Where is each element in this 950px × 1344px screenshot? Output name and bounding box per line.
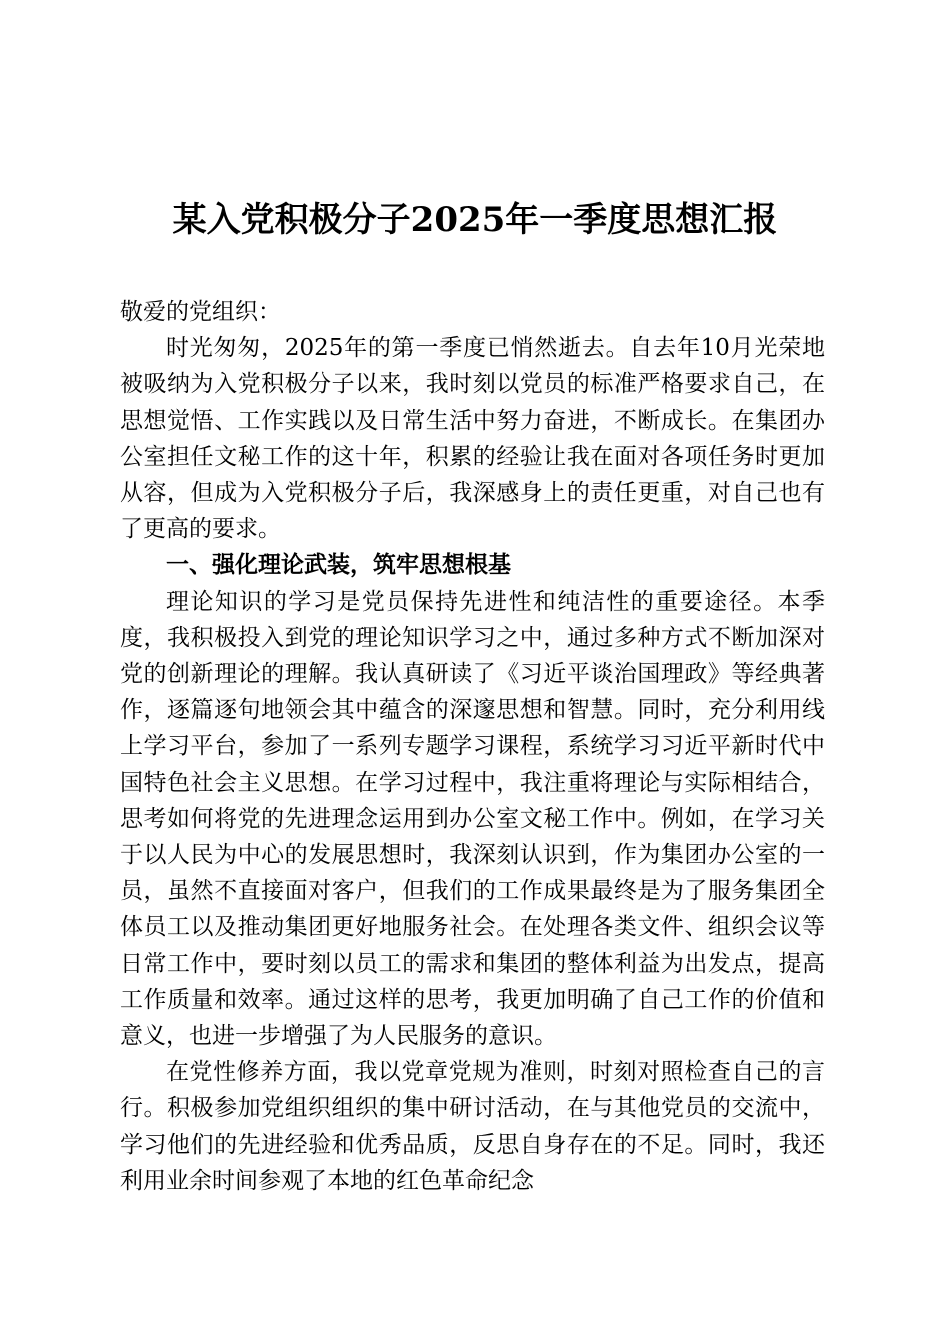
document-body — [120, 294, 825, 1199]
intro-paragraph: 时光匆匆，2025年的第一季度已悄然逝去。自去年10月光荣地被吸纳为入党积极分子以来，我时刻以党员的标准严格要求自己，在思想觉悟、工作实践以及日常生活中努力奋进，不断成长。在集团办公室担任文秘工作的这十年，积累的经验让我在面对各项任务时更加从容，但成为入党积极分子后，我深感身上的责任更重，对自己也有了更高的要求。 — [120, 335, 825, 543]
section-paragraph: 在党性修养方面，我以党章党规为准则，时刻对照检查自己的言行。积极参加党组织组织的集中研讨活动，在与其他党员的交流中，学习他们的先进经验和优秀品质，反思自身存在的不足。同时，我还利用业余时间参观了本地的红色革命纪念 — [120, 1059, 825, 1194]
section-heading: 一、强化理论武装，筑牢思想根基 — [166, 552, 511, 579]
section-paragraph: 理论知识的学习是党员保持先进性和纯洁性的重要途径。本季度，我积极投入到党的理论知识学习之中，通过多种方式不断加深对党的创新理论的理解。我认真研读了《习近平谈治国理政》等经典著作，逐篇逐句地领会其中蕴含的深邃思想和智慧。同时，充分利用线上学习平台，参加了一系列专题学习课程，系统学习习近平新时代中国特色社会主义思想。在学习过程中，我注重将理论与实际相结合，思考如何将党的先进理念运用到办公室文秘工作中。例如，在学习关于以人民为中心的发展思想时，我深刻认识到，作为集团办公室的一员，虽然不直接面对客户，但我们的工作成果最终是为了服务集团全体员工以及推动集团更好地服务社会。在处理各类文件、组织会议等日常工作中，要时刻以员工的需求和集团的整体利益为出发点，提高工作质量和效率。通过这样的思考，我更加明确了自己工作的价值和意义，也进一步增强了为人民服务的意识。 — [120, 588, 825, 1050]
salutation: 敬爱的党组织： — [120, 299, 281, 325]
document-title: 某入党积极分子2025年一季度思想汇报 — [172, 200, 778, 240]
